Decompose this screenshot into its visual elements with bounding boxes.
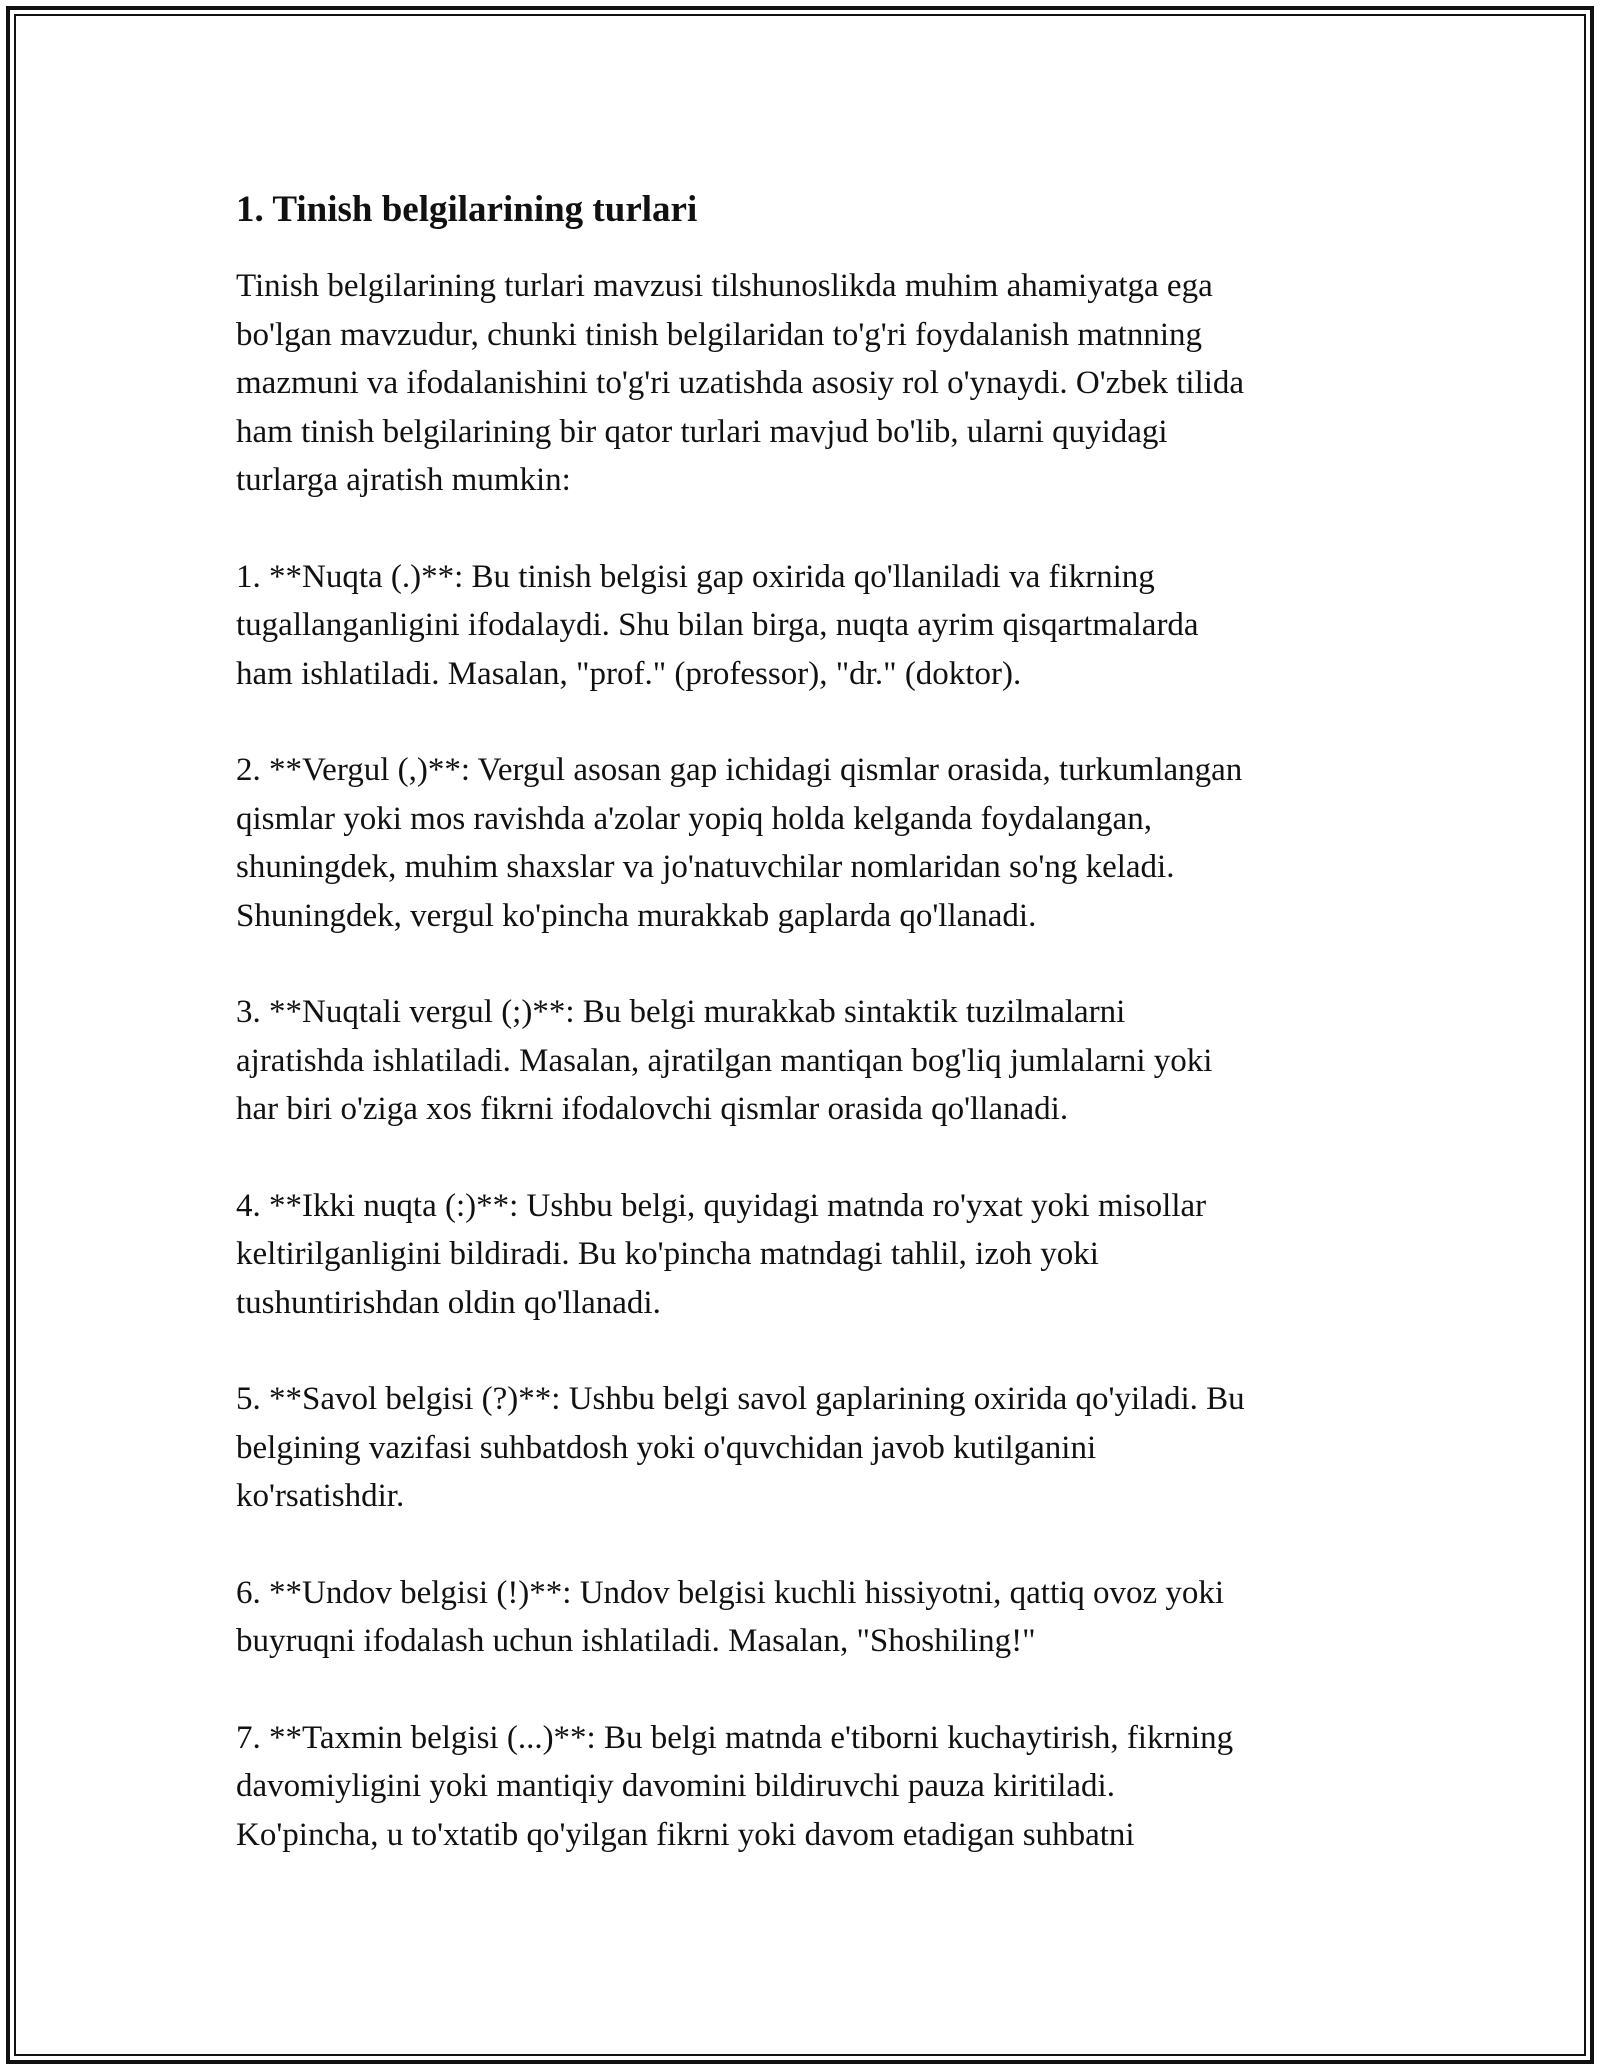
- list-item-nuqtali-vergul: 3. **Nuqtali vergul (;)**: Bu belgi murakkab sintaktik tuzilmalarni ajratishda ishlatiladi. Masalan, ajratilgan mantiqan bog'liq jumlalarni yoki har biri o'ziga xos fikrni ifodalovchi qismlar orasida qo'llanadi.: [236, 994, 1213, 1127]
- list-item-savol-belgisi: 5. **Savol belgisi (?)**: Ushbu belgi savol gaplarining oxirida qo'yiladi. Bu belgining vazifasi suhbatdosh yoki o'quvchidan javob kutilganini ko'rsatishdir.: [236, 1381, 1245, 1514]
- list-item-undov-belgisi: 6. **Undov belgisi (!)**: Undov belgisi kuchli hissiyotni, qattiq ovoz yoki buyruqni ifodalash uchun ishlatiladi. Masalan, "Shoshiling!": [236, 1574, 1225, 1659]
- list-item-taxmin-belgisi: 7. **Taxmin belgisi (...)**: Bu belgi matnda e'tiborni kuchaytirish, fikrning davomiyligini yoki mantiqiy davomini bildiruvchi pauza kiritiladi. Ko'pincha, u to'xtatib qo'yilgan fikrni yoki davom etadigan suhbatni: [236, 1719, 1234, 1853]
- list-item-nuqta: 1. **Nuqta (.)**: Bu tinish belgisi gap oxirida qo'llaniladi va fikrning tugallanganligini ifodalaydi. Shu bilan birga, nuqta ayrim qisqartmalarda ham ishlatiladi. Masalan, "prof." (professor), "dr." (doktor).: [236, 558, 1199, 692]
- section-heading: 1. Tinish belgilarining turlari: [236, 189, 698, 230]
- document-body: [236, 186, 1371, 1907]
- list-item-ikki-nuqta: 4. **Ikki nuqta (:)**: Ushbu belgi, quyidagi matnda ro'yxat yoki misollar keltirilganligini bildiradi. Bu ko'pincha matndagi tahlil, izoh yoki tushuntirishdan oldin qo'llanadi.: [236, 1187, 1207, 1321]
- list-item-vergul: 2. **Vergul (,)**: Vergul asosan gap ichidagi qismlar orasida, turkumlangan qismlar yoki mos ravishda a'zolar yopiq holda kelganda foydalangan, shuningdek, muhim shaxslar va jo'natuvchilar nomlaridan so'ng keladi. Shuningdek, vergul ko'pincha murakkab gaplarda qo'llanadi.: [236, 752, 1243, 934]
- intro-paragraph: Tinish belgilarining turlari mavzusi tilshunoslikda muhim ahamiyatga ega bo'lgan mavzudur, chunki tinish belgilaridan to'g'ri foydalanish matnning mazmuni va ifodalanishini to'g'ri uzatishda asosiy rol o'ynaydi. O'zbek tilida ham tinish belgilarining bir qator turlari mavjud bo'lib, ularni quyidagi turlarga ajratish mumkin:: [236, 268, 1245, 498]
